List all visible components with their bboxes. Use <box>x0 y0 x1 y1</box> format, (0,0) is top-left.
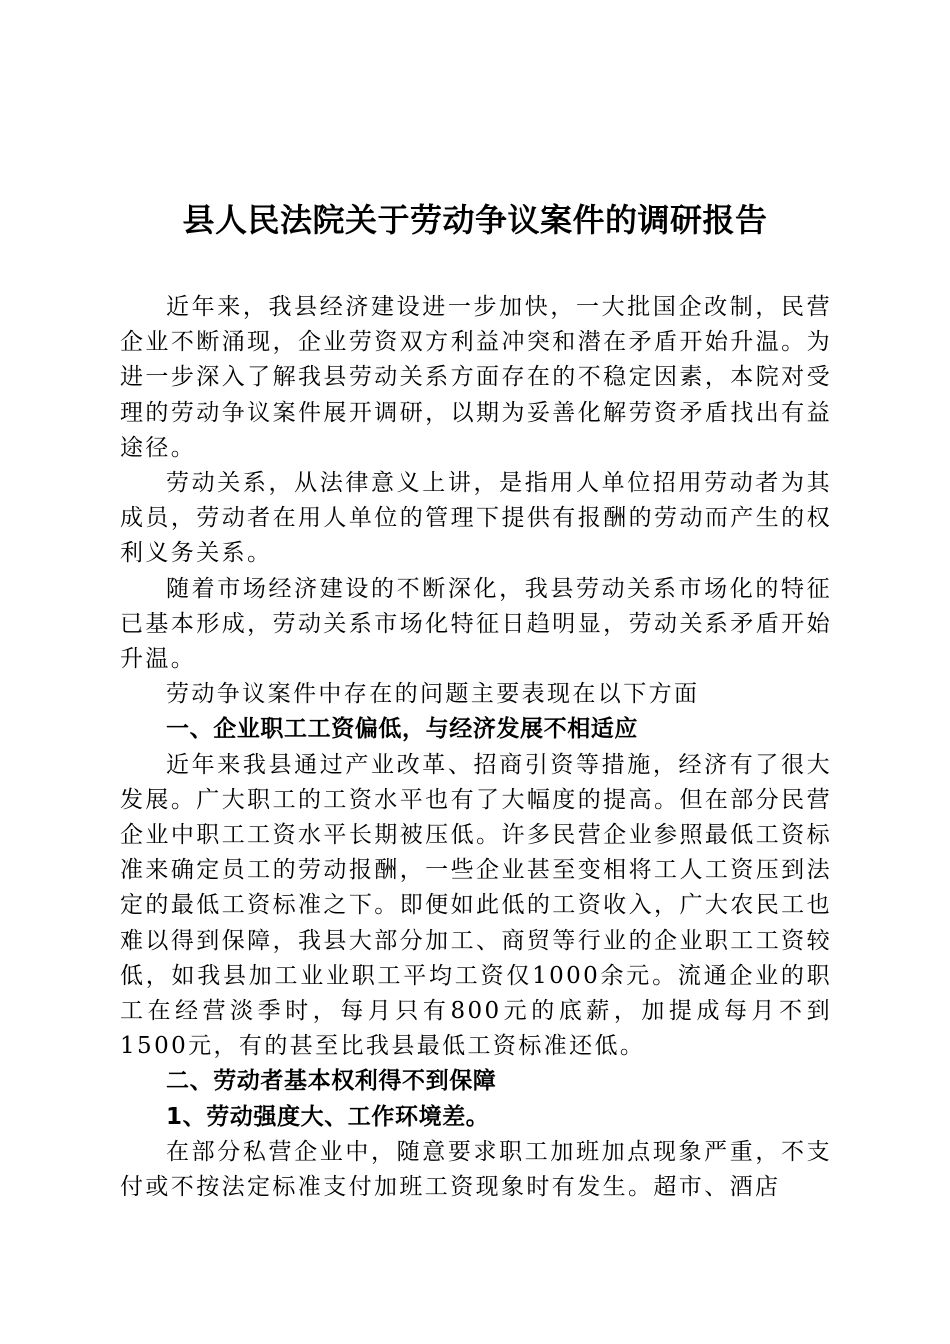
paragraph-wages: 近年来我县通过产业改革、招商引资等措施，经济有了很大发展。广大职工的工资水平也有了大幅度的提高。但在部分民营企业中职工工资水平长期被压低。许多民营企业参照最低工资标准来确定员工的劳动报酬，一些企业甚至变相将工人工资压到法定的最低工资标准之下。即便如此低的工资收入，广大农民工也难以得到保障，我县大部分加工、商贸等行业的企业职工工资较低，如我县加工业业职工平均工资仅1000余元。流通企业的职工在经营淡季时，每月只有800元的底薪，加提成每月不到1500元，有的甚至比我县最低工资标准还低。 <box>120 751 832 1060</box>
paragraph-intro: 近年来，我县经济建设进一步加快，一大批国企改制，民营企业不断涌现，企业劳资双方利益冲突和潜在矛盾开始升温。为进一步深入了解我县劳动关系方面存在的不稳定因素，本院对受理的劳动争议案件展开调研，以期为妥善化解劳资矛盾找出有益途径。 <box>120 294 832 461</box>
section-heading-wages: 一、企业职工工资偏低，与经济发展不相适应 <box>166 716 638 743</box>
document-title: 县人民法院关于劳动争议案件的调研报告 <box>182 201 768 239</box>
paragraph-problems-lead: 劳动争议案件中存在的问题主要表现在以下方面 <box>166 681 700 708</box>
subsection-heading-labor-intensity: 1、劳动强度大、工作环境差。 <box>166 1103 490 1130</box>
document-body <box>120 290 832 1205</box>
section-heading-rights: 二、劳动者基本权利得不到保障 <box>166 1068 497 1095</box>
paragraph-overtime: 在部分私营企业中，随意要求职工加班加点现象严重，不支付或不按法定标准支付加班工资现象时有发生。超市、酒店 <box>120 1138 832 1201</box>
paragraph-market: 随着市场经济建设的不断深化，我县劳动关系市场化的特征已基本形成，劳动关系市场化特征日趋明显，劳动关系矛盾开始升温。 <box>120 575 832 673</box>
paragraph-definition: 劳动关系，从法律意义上讲，是指用人单位招用劳动者为其成员，劳动者在用人单位的管理下提供有报酬的劳动而产生的权利义务关系。 <box>120 470 832 567</box>
